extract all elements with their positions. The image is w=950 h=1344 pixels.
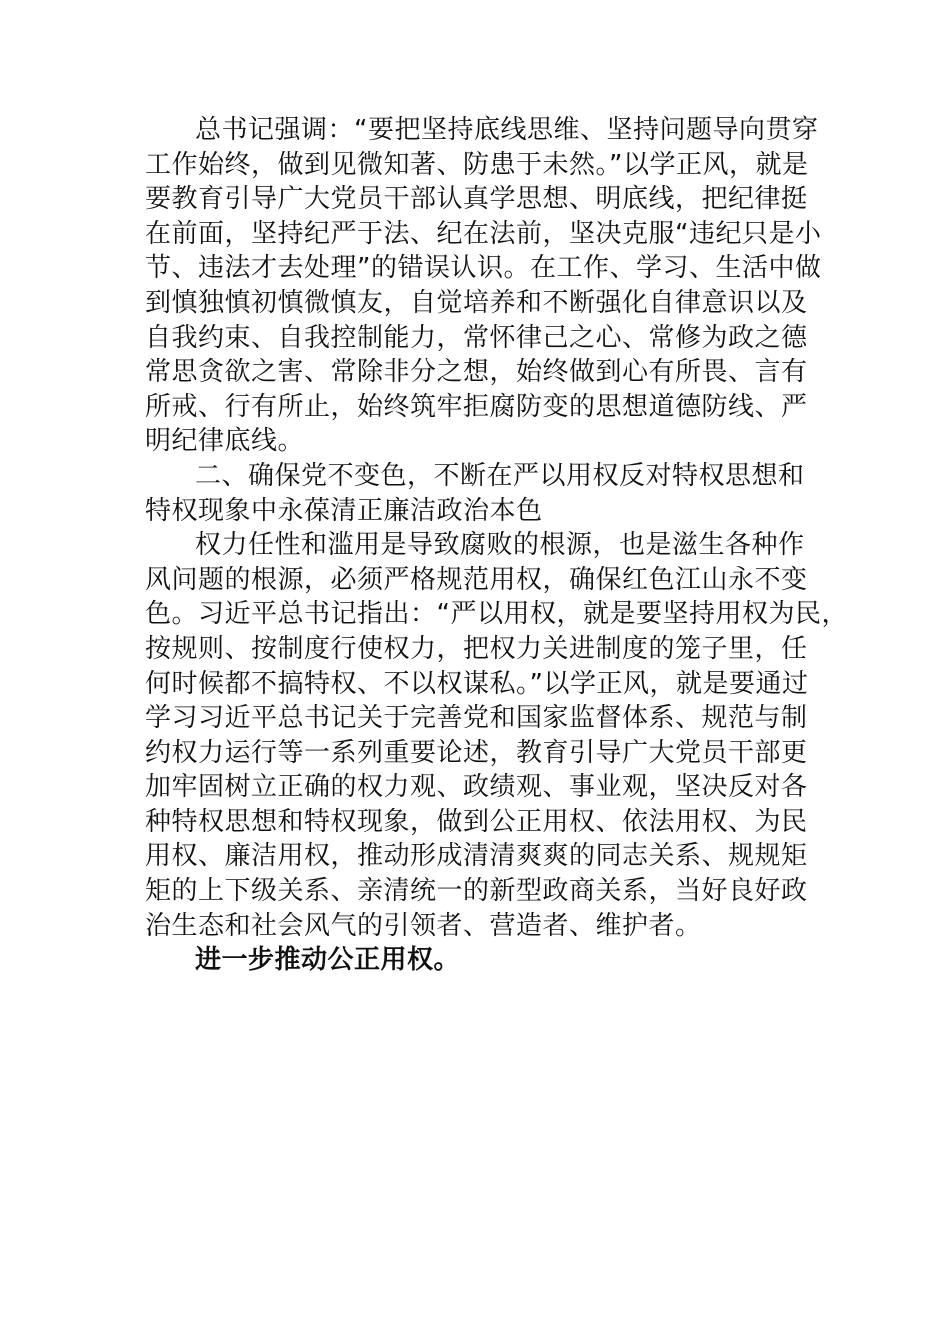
- text-line: 色。习近平总书记指出：“严以用权，就是要坚持用权为民，: [145, 599, 848, 630]
- text-line: 权力任性和滥用是导致腐败的根源，也是滋生各种作: [195, 530, 805, 561]
- document-body: [145, 113, 848, 978]
- text-line: 风问题的根源，必须严格规范用权，确保红色江山永不变: [145, 564, 808, 595]
- text-line: 矩的上下级关系、亲清统一的新型政商关系，当好良好政: [145, 876, 808, 907]
- text-line: 何时候都不搞特权、不以权谋私。”以学正风，就是要通过: [145, 668, 809, 699]
- text-line: 按规则、按制度行使权力，把权力关进制度的笼子里，任: [145, 633, 808, 664]
- text-line: 明纪律底线。: [145, 426, 305, 457]
- text-line: 二、确保党不变色，不断在严以用权反对特权思想和: [195, 460, 805, 491]
- text-line: 总书记强调：“要把坚持底线思维、坚持问题导向贯穿: [195, 115, 819, 145]
- paragraph-discipline: [145, 113, 822, 459]
- text-line: 用权、廉洁用权，推动形成清清爽爽的同志关系、规规矩: [145, 841, 808, 872]
- text-line: 到慎独慎初慎微慎友，自觉培养和不断强化自律意识以及: [145, 287, 808, 318]
- text-line: 进一步推动公正用权。: [195, 945, 461, 976]
- text-line: 约权力运行等一系列重要论述，教育引导广大党员干部更: [145, 737, 808, 768]
- text-line: 所戒、行有所止，始终筑牢拒腐防变的思想道德防线、严: [145, 391, 808, 422]
- text-line: 自我约束、自我控制能力，常怀律己之心、常修为政之德: [145, 322, 808, 353]
- text-line: 在前面，坚持纪严于法、纪在法前，坚决克服“违纪只是小: [145, 218, 822, 249]
- text-line: 工作始终，做到见微知著、防患于未然。”以学正风，就是: [145, 149, 809, 180]
- section-heading-two: [145, 459, 815, 528]
- text-line: 要教育引导广大党员干部认真学思想、明底线，把纪律挺: [145, 184, 808, 215]
- text-line: 节、违法才去处理”的错误认识。在工作、学习、生活中做: [145, 253, 822, 284]
- text-line: 种特权思想和特权现象，做到公正用权、依法用权、为民: [145, 806, 808, 837]
- text-line: 特权现象中永葆清正廉洁政治本色: [145, 495, 543, 526]
- text-line: 学习习近平总书记关于完善党和国家监督体系、规范与制: [145, 703, 808, 734]
- text-line: 治生态和社会风气的引领者、营造者、维护者。: [145, 910, 702, 941]
- subheading-fair-power: [145, 943, 815, 978]
- text-line: 加牢固树立正确的权力观、政绩观、事业观，坚决反对各: [145, 772, 808, 803]
- text-line: 常思贪欲之害、常除非分之想，始终做到心有所畏、言有: [145, 357, 808, 388]
- paragraph-power: [145, 528, 848, 943]
